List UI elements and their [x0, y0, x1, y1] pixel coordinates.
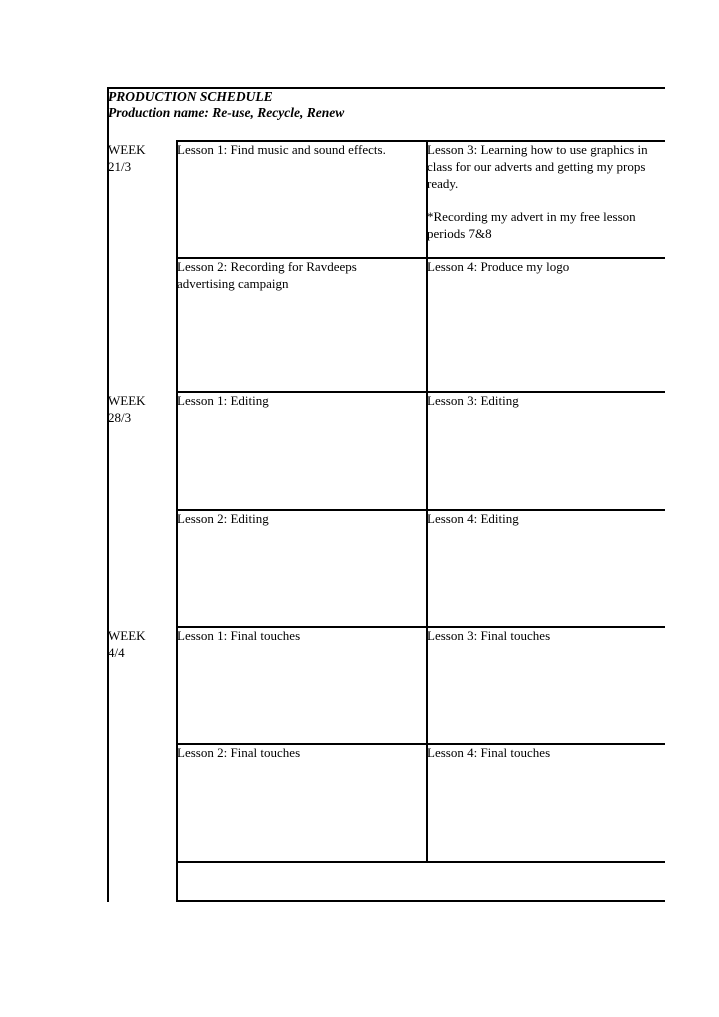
lesson-cell [427, 259, 663, 389]
lesson-cell [177, 628, 424, 741]
lesson-text: Lesson 4: Final touches [427, 745, 551, 760]
lesson-text: Lesson 3: Editing [427, 393, 519, 408]
production-name: Production name: Re-use, Recycle, Renew [108, 105, 345, 120]
week-label [108, 142, 174, 176]
grid-line-h7 [176, 861, 665, 863]
lesson-cell [177, 142, 424, 255]
lesson-text: Lesson 2: Editing [177, 511, 269, 526]
week-label-line2: 4/4 [108, 644, 125, 660]
schedule-title: PRODUCTION SCHEDULE [108, 89, 273, 104]
week-label [108, 628, 174, 662]
lesson-cell [427, 393, 663, 507]
lesson-text: Lesson 4: Editing [427, 511, 519, 526]
table-left-border [107, 87, 109, 902]
lesson-text: Lesson 1: Find music and sound effects. [177, 142, 386, 157]
lesson-cell [427, 511, 663, 624]
lesson-note: *Recording my advert in my free lesson periods 7&8 [427, 209, 636, 241]
week-label-line2: 21/3 [108, 158, 132, 174]
lesson-text: Lesson 3: Final touches [427, 628, 551, 643]
lesson-cell [177, 745, 424, 859]
lesson-cell [427, 628, 663, 741]
week-label [108, 393, 174, 427]
lesson-text: Lesson 2: Recording for Ravdeeps advertising campaign [177, 259, 357, 291]
week-label-line1: WEEK [108, 628, 146, 643]
lesson-cell [177, 393, 424, 507]
week-label-line1: WEEK [108, 142, 146, 157]
lesson-cell [177, 511, 424, 624]
lesson-text: Lesson 2: Final touches [177, 745, 301, 760]
week-label-line2: 28/3 [108, 409, 132, 425]
lesson-text: Lesson 1: Final touches [177, 628, 301, 643]
lesson-cell [427, 142, 663, 255]
lesson-cell [427, 745, 663, 859]
lesson-text: Lesson 3: Learning how to use graphics in class for our adverts and getting my props ready. [427, 142, 648, 191]
lesson-text: Lesson 4: Produce my logo [427, 259, 570, 274]
week-label-line1: WEEK [108, 393, 146, 408]
lesson-cell [177, 259, 407, 389]
grid-line-h8 [176, 900, 665, 902]
lesson-text: Lesson 1: Editing [177, 393, 269, 408]
